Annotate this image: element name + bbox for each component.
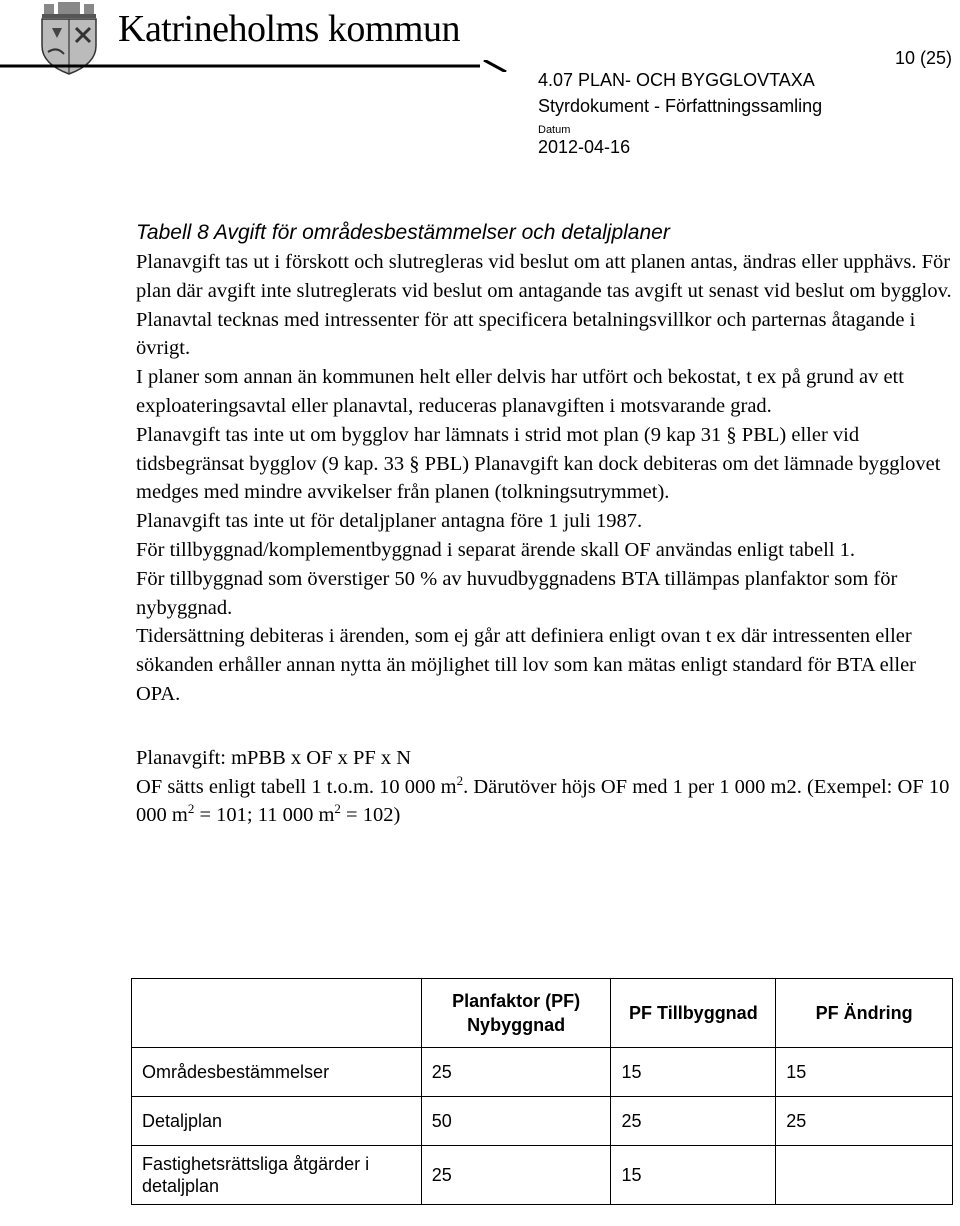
org-name: Katrineholms kommun: [118, 8, 460, 50]
planning-factor-table: [131, 978, 953, 1205]
paragraph: Tidersättning debiteras i ärenden, som ej går att definiera enligt ovan t ex där intressenten eller sökanden erhåller annan nytta än möjlighet till lov som kan mätas enligt standard för BTA eller OPA.: [136, 625, 917, 705]
table-cell: 15: [611, 1048, 776, 1097]
document-type: Styrdokument - Författningssamling: [538, 96, 823, 116]
table-header-cell: Planfaktor (PF) Nybyggnad: [421, 979, 611, 1048]
table-cell: 25: [776, 1097, 953, 1146]
table-header-cell: PF Ändring: [776, 979, 953, 1048]
formula: Planavgift: mPBB x OF x PF x N: [136, 746, 412, 769]
table-header-cell: PF Tillbyggnad: [611, 979, 776, 1048]
table-row: [132, 1097, 953, 1146]
paragraph: Planavgift tas ut i förskott och slutregleras vid beslut om att planen antas, ändras eller upphävs. För plan där avgift inte slutreglerats vid beslut om antagande tas avgift ut senast vid beslut om bygglov.: [136, 251, 952, 302]
date-label: Datum: [538, 124, 571, 136]
paragraph: För tillbyggnad/komplementbyggnad i separat ärende skall OF användas enligt tabell 1.: [136, 538, 856, 561]
paragraph: Planavgift tas inte ut om bygglov har lämnats i strid mot plan (9 kap 31 § PBL) eller vid tidsbegränsat bygglov (9 kap. 33 § PBL) Planavgift kan dock debiteras om det lämnade bygglovet medges med mindre avvikelser från planen (tolkningsutrymmet).: [136, 423, 941, 504]
header-rule: [0, 60, 510, 72]
table-cell: 15: [776, 1048, 953, 1097]
document-body: [136, 218, 956, 830]
table-cell: Områdesbestämmelser: [132, 1048, 422, 1097]
table-row: [132, 1048, 953, 1097]
table-cell: Detaljplan: [132, 1097, 422, 1146]
paragraph: För tillbyggnad som överstiger 50 % av huvudbyggnadens BTA tillämpas planfaktor som för nybyggnad.: [136, 567, 898, 619]
date-value: 2012-04-16: [538, 137, 631, 157]
of-rule: OF sätts enligt tabell 1 t.o.m. 10 000 $m^2$. Därutöver höjs OF med 1 per 1 000 m2. (Exempel: OF 10 000 $m^2 = 101$; 11 000 $m^2 = 102$): [136, 772, 950, 827]
paragraph: Planavgift tas inte ut för detaljplaner antagna före 1 juli 1987.: [136, 510, 643, 533]
table-cell: [776, 1146, 953, 1205]
table-header-cell: [132, 979, 422, 1048]
table-title: Tabell 8 Avgift för områdesbestämmelser och detaljplaner: [136, 221, 670, 244]
table-cell: 25: [421, 1048, 611, 1097]
table-cell: 50: [421, 1097, 611, 1146]
paragraph: Planavtal tecknas med intressenter för att specificera betalningsvillkor och parternas åtagande i övrigt.: [136, 308, 916, 360]
table-cell: 25: [611, 1097, 776, 1146]
table-cell: Fastighetsrättsliga åtgärder i detaljplan: [132, 1146, 422, 1205]
table-cell: 15: [611, 1146, 776, 1205]
paragraph: I planer som annan än kommunen helt eller delvis har utfört och bekostat, t ex på grund av ett exploateringsavtal eller planavtal, reduceras planavgiften i motsvarande grad.: [136, 366, 904, 417]
section-title: 4.07 PLAN- OCH BYGGLOVTAXA: [538, 70, 815, 90]
table-row: [132, 1146, 953, 1205]
page-number: 10 (25): [894, 48, 952, 68]
table-cell: 25: [421, 1146, 611, 1205]
